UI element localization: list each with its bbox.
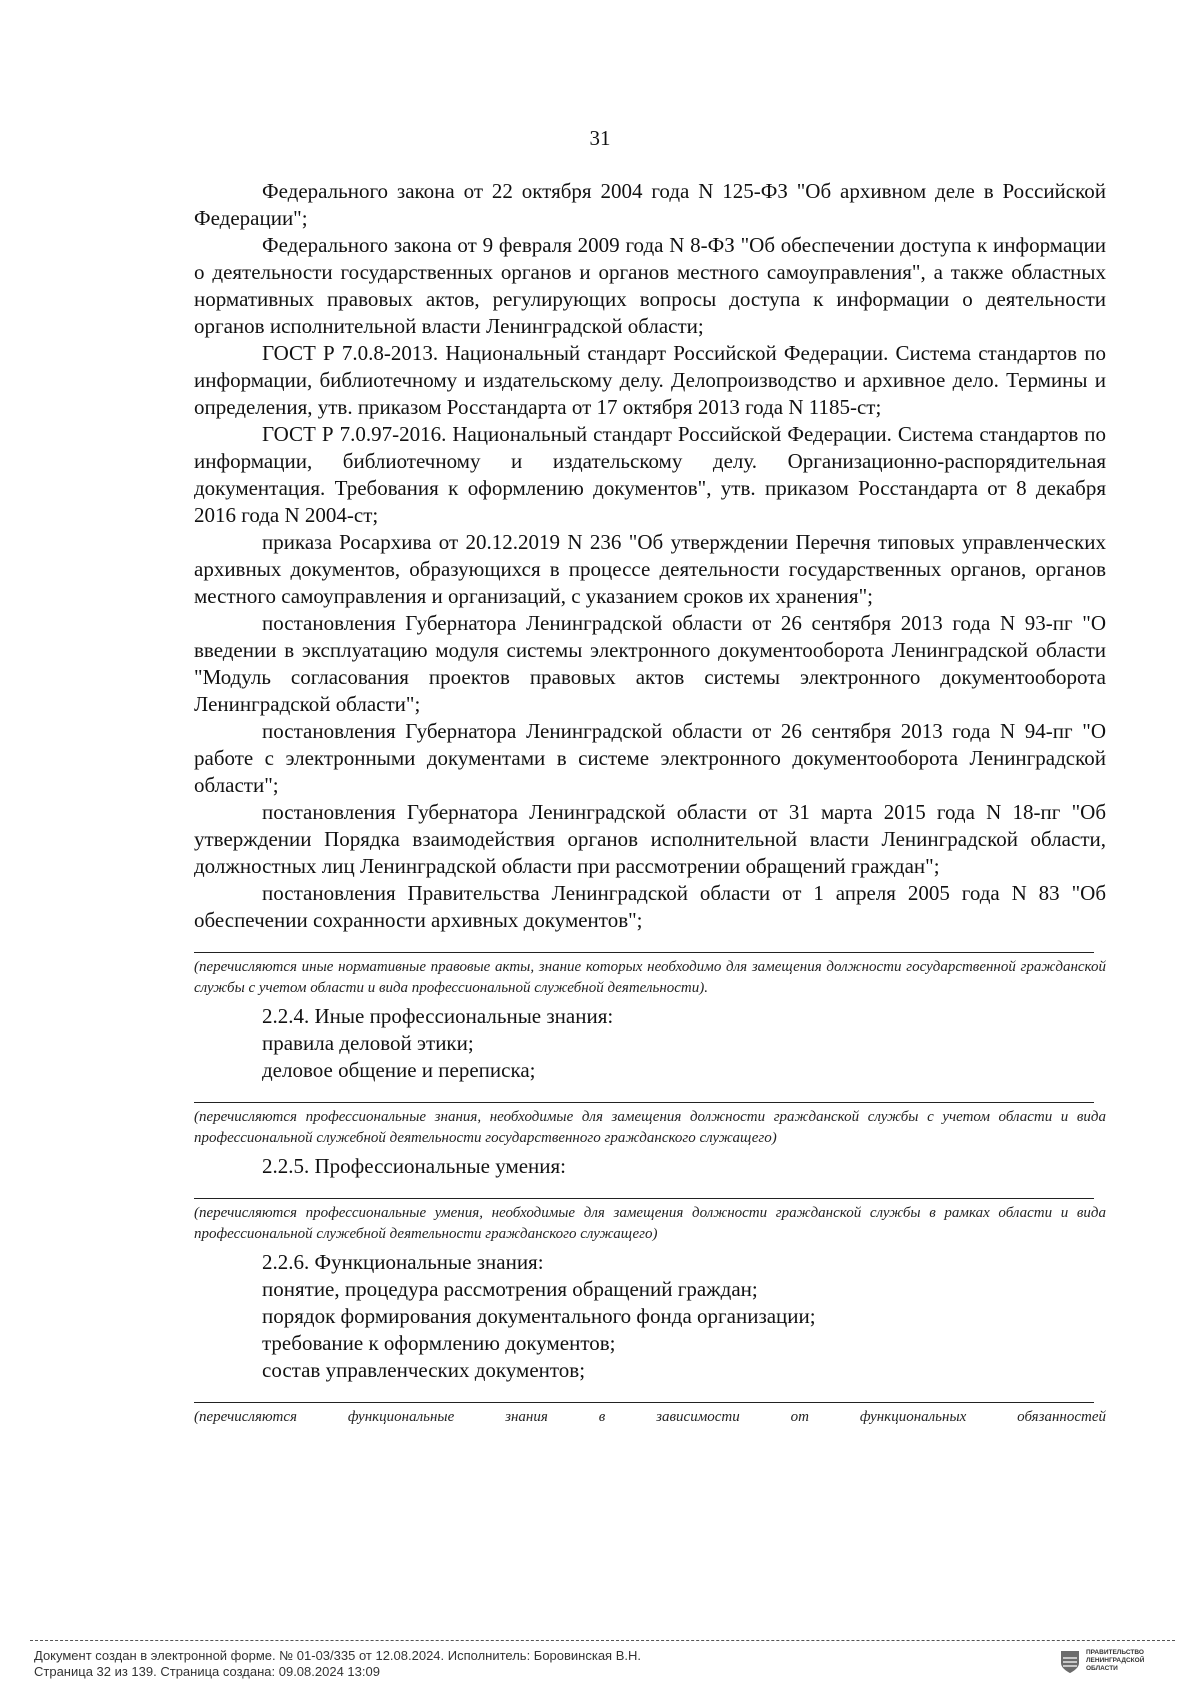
fill-in-line bbox=[194, 1088, 1094, 1103]
list-item: требование к оформлению документов; bbox=[262, 1331, 616, 1355]
government-logo bbox=[1060, 1648, 1174, 1682]
section-heading-2-2-4: 2.2.4. Иные профессиональные знания: bbox=[262, 1004, 614, 1028]
paragraph-gost-7-0-97: ГОСТ Р 7.0.97-2016. Национальный стандарт Российской Федерации. Система стандартов по информации, библиотечному и издательскому делу. Организационно-распорядительная документация. Требования к оформлению документов", утв. приказом Росстандарта от 8 декабря 2016 года N 2004-ст; bbox=[194, 422, 1106, 527]
fill-in-line bbox=[194, 1388, 1094, 1403]
note-professional-knowledge: (перечисляются профессиональные знания, необходимые для замещения должности гражданской службы с учетом области и вида профессиональной служебной деятельности государственного гражданского служащего) bbox=[194, 1109, 1106, 1146]
logo-text: ПРАВИТЕЛЬСТВО ЛЕНИНГРАДСКОЙ ОБЛАСТИ bbox=[1086, 1649, 1145, 1672]
paragraph-fz-125: Федерального закона от 22 октября 2004 года N 125-ФЗ "Об архивном деле в Российской Федерации"; bbox=[194, 179, 1106, 230]
list-item: понятие, процедура рассмотрения обращений граждан; bbox=[262, 1277, 758, 1301]
footer-line-page-info: Страница 32 из 139. Страница создана: 09.08.2024 13:09 bbox=[34, 1664, 380, 1679]
coat-of-arms-icon bbox=[1060, 1650, 1080, 1674]
section-heading-2-2-5: 2.2.5. Профессиональные умения: bbox=[262, 1154, 567, 1178]
document-body bbox=[194, 178, 1106, 1432]
paragraph-gost-7-0-8: ГОСТ Р 7.0.8-2013. Национальный стандарт Российской Федерации. Система стандартов по информации, библиотечному и издательскому делу. Делопроизводство и архивное дело. Термины и определения, утв. приказом Росстандарта от 17 октября 2013 года N 1185-ст; bbox=[194, 341, 1106, 419]
note-legal-acts: (перечисляются иные нормативные правовые акты, знание которых необходимо для замещения должности государственной гражданской службы с учетом области и вида профессиональной служебной деятельности). bbox=[194, 959, 1106, 996]
section-heading-2-2-6: 2.2.6. Функциональные знания: bbox=[262, 1250, 544, 1274]
list-item: правила деловой этики; bbox=[262, 1031, 474, 1055]
paragraph-governor-94-pg: постановления Губернатора Ленинградской области от 26 сентября 2013 года N 94-пг "О работе с электронными документами в системе электронного документооборота Ленинградской области"; bbox=[194, 719, 1106, 797]
paragraph-fz-8: Федерального закона от 9 февраля 2009 года N 8-ФЗ "Об обеспечении доступа к информации о деятельности государственных органов и органов местного самоуправления", а также областных нормативных правовых актов, регулирующих вопросы доступа к информации о деятельности органов исполнительной власти Ленинградской области; bbox=[194, 233, 1106, 338]
footer-divider bbox=[30, 1640, 1175, 1641]
footer bbox=[34, 1648, 641, 1680]
fill-in-line bbox=[194, 1184, 1094, 1199]
paragraph-governor-18-pg: постановления Губернатора Ленинградской области от 31 марта 2015 года N 18-пг "Об утверждении Порядка взаимодействия органов исполнительной власти Ленинградской области, должностных лиц Ленинградской области при рассмотрении обращений граждан"; bbox=[194, 800, 1106, 878]
footer-line-document-info: Документ создан в электронной форме. № 01-03/335 от 12.08.2024. Исполнитель: Боровинская В.Н. bbox=[34, 1648, 641, 1663]
note-professional-skills: (перечисляются профессиональные умения, необходимые для замещения должности гражданской службы в рамках области и вида профессиональной служебной деятельности гражданского служащего) bbox=[194, 1205, 1106, 1242]
note-functional-knowledge: (перечисляются функциональные знания в зависимости от функциональных обязанностей bbox=[194, 1409, 1106, 1425]
paragraph-government-83: постановления Правительства Ленинградской области от 1 апреля 2005 года N 83 "Об обеспечении сохранности архивных документов"; bbox=[194, 881, 1106, 932]
paragraph-rosarkhiv-236: приказа Росархива от 20.12.2019 N 236 "Об утверждении Перечня типовых управленческих архивных документов, образующихся в процессе деятельности государственных органов, органов местного самоуправления и организаций, с указанием сроков их хранения"; bbox=[194, 530, 1106, 608]
page-number: 31 bbox=[589, 126, 611, 150]
fill-in-line bbox=[194, 938, 1094, 953]
list-item: состав управленческих документов; bbox=[262, 1358, 586, 1382]
paragraph-governor-93-pg: постановления Губернатора Ленинградской области от 26 сентября 2013 года N 93-пг "О введении в эксплуатацию модуля системы электронного документооборота Ленинградской области "Модуль согласования проектов правовых актов системы электронного документооборота Ленинградской области"; bbox=[194, 611, 1106, 716]
list-item: деловое общение и переписка; bbox=[262, 1058, 536, 1082]
list-item: порядок формирования документального фонда организации; bbox=[262, 1304, 816, 1328]
